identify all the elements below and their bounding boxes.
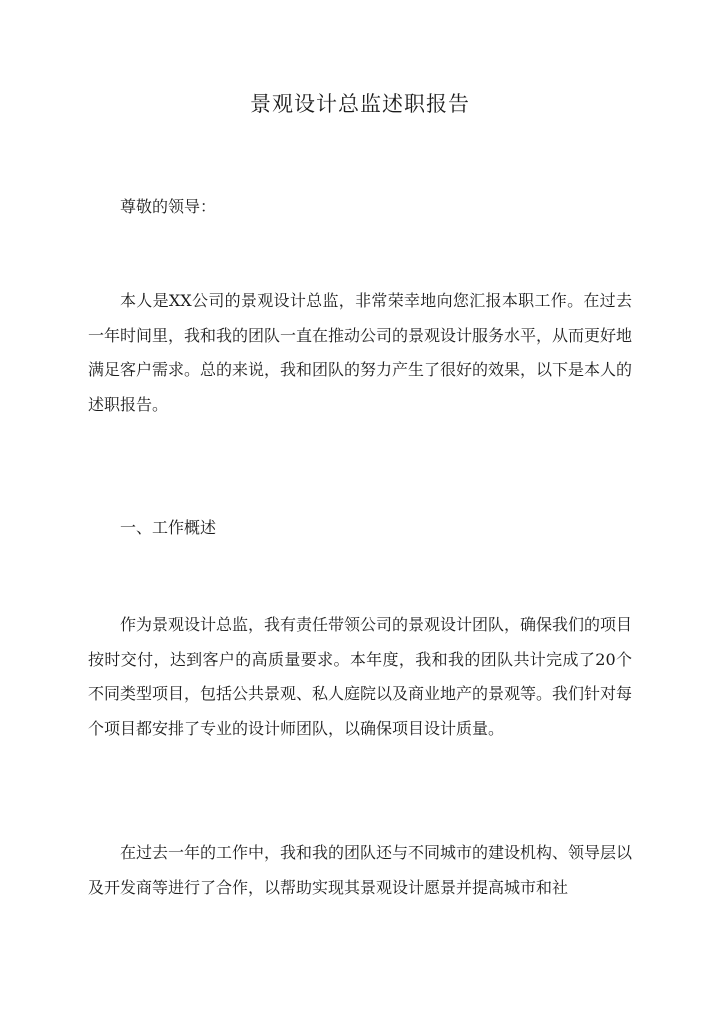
salutation: 尊敬的领导： (120, 197, 217, 216)
section-heading-work-overview: 一、工作概述 (120, 518, 217, 537)
paragraph-cooperation: 在过去一年的工作中，我和我的团队还与不同城市的建设机构、领导层以及开发商等进行了合作，以帮助实现其景观设计愿景并提高城市和社 (88, 843, 633, 897)
paragraph-work-overview: 作为景观设计总监，我有责任带领公司的景观设计团队，确保我们的项目按时交付，达到客户的高质量要求。本年度，我和我的团队共计完成了20个不同类型项目，包括公共景观、私人庭院以及商业地产的景观等。我们针对每个项目都安排了专业的设计师团队，以确保项目设计质量。 (88, 615, 633, 738)
document-title: 景观设计总监述职报告 (250, 92, 470, 116)
paragraph-intro: 本人是XX公司的景观设计总监，非常荣幸地向您汇报本职工作。在过去一年时间里，我和我的团队一直在推动公司的景观设计服务水平，从而更好地满足客户需求。总的来说，我和团队的努力产生了很好的效果，以下是本人的述职报告。 (88, 291, 633, 414)
